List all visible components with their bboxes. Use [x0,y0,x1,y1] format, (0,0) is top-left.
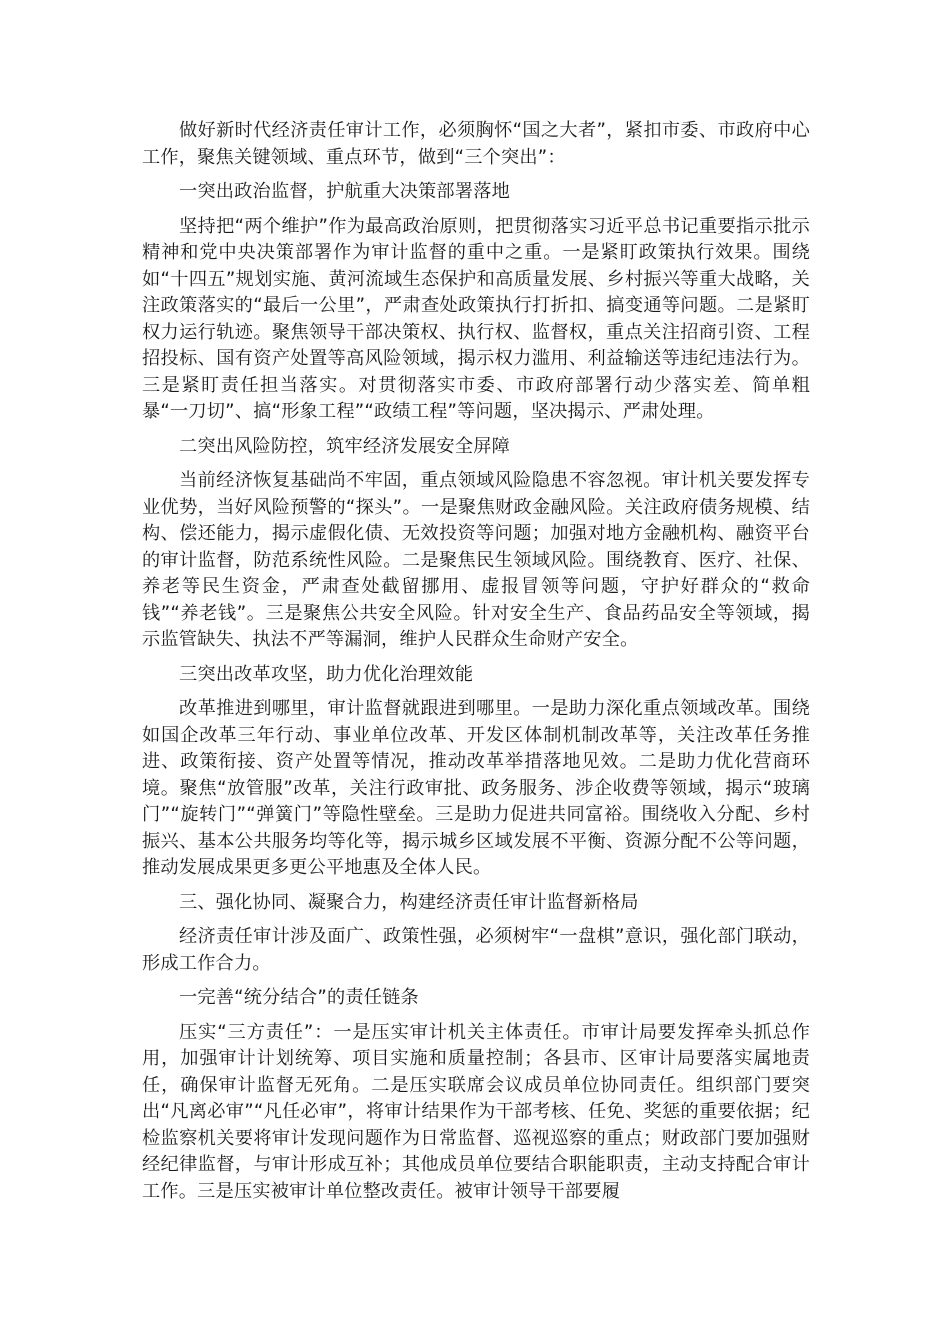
section-heading-reform: 三突出改革攻坚，助力优化治理效能 [179,663,474,685]
body-paragraph-reform: 改革推进到哪里，审计监督就跟进到哪里。一是助力深化重点领域改革。围绕如国企改革三年行动、事业单位改革、开发区体制机制改革等，关注改革任务推进、政策衔接、资产处置等情况，推动改革举措落地见效。二是助力优化营商环境。聚焦“放管服”改革，关注行政审批、政务服务、涉企收费等领域，揭示“玻璃门”“旋转门”“弹簧门”等隐性壁垒。三是助力促进共同富裕。围绕收入分配、乡村振兴、基本公共服务均等化等，揭示城乡区域发展不平衡、资源分配不公等问题，推动发展成果更多更公平地惠及全体人民。 [142,698,810,878]
chapter-heading-coordination: 三、强化协同、凝聚合力，构建经济责任审计监督新格局 [179,891,639,913]
intro-paragraph: 做好新时代经济责任审计工作，必须胸怀“国之大者”，紧扣市委、市政府中心工作，聚焦关键领域、重点环节，做到“三个突出”： [142,120,810,168]
body-paragraph-responsibility-chain: 压实“三方责任”：一是压实审计机关主体责任。市审计局要发挥牵头抓总作用，加强审计计划统筹、项目实施和质量控制；各县市、区审计局要落实属地责任，确保审计监督无死角。二是压实联席会议成员单位协同责任。组织部门要突出“凡离必审”“凡任必审”，将审计结果作为干部考核、任免、奖惩的重要依据；纪检监察机关要将审计发现问题作为日常监督、巡视巡察的重点；财政部门要加强财经纪律监督，与审计形成互补；其他成员单位要结合职能职责，主动支持配合审计工作。三是压实被审计单位整改责任。被审计领导干部要履 [142,1021,810,1202]
body-paragraph-coordination: 经济责任审计涉及面广、政策性强，必须树牢“一盘棋”意识，强化部门联动，形成工作合力。 [142,926,810,974]
section-heading-political-supervision: 一突出政治监督，护航重大决策部署落地 [179,181,510,202]
section-heading-responsibility-chain: 一完善“统分结合”的责任链条 [179,987,419,1008]
document-page [142,118,810,1213]
body-paragraph-political-supervision: 坚持把“两个维护”作为最高政治原则，把贯彻落实习近平总书记重要指示批示精神和党中央决策部署作为审计监督的重中之重。一是紧盯政策执行效果。围绕如“十四五”规划实施、黄河流域生态保护和高质量发展、乡村振兴等重大战略，关注政策落实的“最后一公里”，严肃查处政策执行打折扣、搞变通等问题。二是紧盯权力运行轨迹。聚焦领导干部决策权、执行权、监督权，重点关注招商引资、工程招投标、国有资产处置等高风险领域，揭示权力滥用、利益输送等违纪违法行为。三是紧盯责任担当落实。对贯彻落实市委、市政府部署行动少落实差、简单粗暴“一刀切”、搞“形象工程”“政绩工程”等问题，坚决揭示、严肃处理。 [142,215,810,422]
section-heading-risk-control: 二突出风险防控，筑牢经济发展安全屏障 [179,435,510,457]
body-paragraph-risk-control: 当前经济恢复基础尚不牢固，重点领域风险隐患不容忽视。审计机关要发挥专业优势，当好风险预警的“探头”。一是聚焦财政金融风险。关注政府债务规模、结构、偿还能力，揭示虚假化债、无效投资等问题；加强对地方金融机构、融资平台的审计监督，防范系统性风险。二是聚焦民生领域风险。围绕教育、医疗、社保、养老等民生资金，严肃查处截留挪用、虚报冒领等问题，守护好群众的“救命钱”“养老钱”。三是聚焦公共安全风险。针对安全生产、食品药品安全等领域，揭示监管缺失、执法不严等漏洞，维护人民群众生命财产安全。 [142,470,810,650]
